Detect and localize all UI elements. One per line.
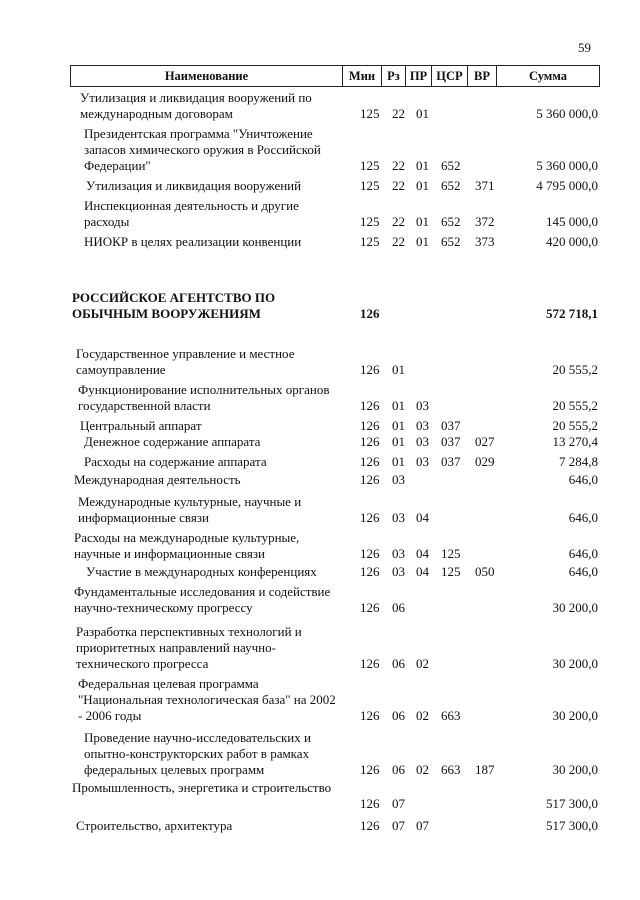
row-min: 126 (360, 656, 380, 671)
row-rz: 01 (392, 454, 405, 469)
row-pr: 07 (416, 818, 429, 833)
row-name: Утилизация и ликвидация вооружений (86, 178, 302, 193)
table-row (70, 198, 598, 230)
row-min: 125 (360, 106, 380, 121)
row-pr: 03 (416, 454, 429, 469)
row-sum: 30 200,0 (552, 708, 598, 723)
row-min: 126 (360, 762, 380, 777)
row-csr: 037 (441, 454, 461, 469)
row-sum: 30 200,0 (552, 656, 598, 671)
table-row (70, 346, 598, 378)
row-pr: 01 (416, 106, 429, 121)
row-vr: 373 (475, 234, 495, 249)
row-name: Проведение научно-исследовательских и опытно-конструкторских работ в рамках федеральных целевых программ (84, 730, 311, 777)
row-min: 125 (360, 178, 380, 193)
row-pr: 04 (416, 510, 429, 525)
row-vr: 371 (475, 178, 495, 193)
row-vr: 372 (475, 214, 495, 229)
table-row (70, 494, 598, 526)
row-rz: 01 (392, 362, 405, 377)
row-csr: 652 (441, 214, 461, 229)
table-row (70, 780, 598, 812)
row-name: Центральный аппарат (80, 418, 202, 433)
row-min: 126 (360, 362, 380, 377)
row-name: Участие в международных конференциях (86, 564, 317, 579)
row-rz: 22 (392, 106, 405, 121)
header-rz: Рз (382, 66, 406, 86)
row-pr: 01 (416, 158, 429, 173)
row-csr: 652 (441, 178, 461, 193)
row-rz: 06 (392, 762, 405, 777)
row-sum: 646,0 (568, 472, 598, 487)
row-name: Президентская программа "Уничтожение запасов химического оружия в Российской Федерации" (84, 126, 321, 173)
table-row (70, 90, 598, 122)
row-sum: 145 000,0 (546, 214, 598, 229)
row-pr: 03 (416, 418, 429, 433)
row-min: 126 (360, 434, 380, 449)
row-rz: 07 (392, 796, 405, 811)
table-row (70, 418, 598, 434)
row-csr: 037 (441, 418, 461, 433)
row-csr: 652 (441, 158, 461, 173)
row-vr: 050 (475, 564, 495, 579)
row-name: Утилизация и ликвидация вооружений по международным договорам (80, 90, 312, 121)
row-pr: 03 (416, 398, 429, 413)
row-csr: 125 (441, 546, 461, 561)
row-sum: 4 795 000,0 (536, 178, 598, 193)
row-sum: 646,0 (568, 564, 598, 579)
row-pr: 01 (416, 234, 429, 249)
row-sum: 20 555,2 (552, 398, 598, 413)
row-rz: 07 (392, 818, 405, 833)
table-row (70, 178, 598, 194)
table-row (70, 624, 598, 672)
header-pr: ПР (406, 66, 432, 86)
row-sum: 646,0 (568, 546, 598, 561)
row-csr: 663 (441, 708, 461, 723)
table-row (70, 676, 598, 724)
table-row (70, 584, 598, 616)
row-pr: 02 (416, 708, 429, 723)
row-min: 126 (360, 564, 380, 579)
row-rz: 22 (392, 158, 405, 173)
row-min: 126 (360, 600, 380, 615)
row-pr: 02 (416, 762, 429, 777)
row-name: Фундаментальные исследования и содействие научно-техническому прогрессу (74, 584, 331, 615)
row-name: Расходы на содержание аппарата (84, 454, 267, 469)
row-name: РОССИЙСКОЕ АГЕНТСТВО ПО ОБЫЧНЫМ ВООРУЖЕНИЯМ (72, 290, 276, 321)
row-rz: 03 (392, 546, 405, 561)
row-rz: 03 (392, 472, 405, 487)
row-csr: 663 (441, 762, 461, 777)
header-min: Мин (343, 66, 382, 86)
row-name: Денежное содержание аппарата (84, 434, 261, 449)
row-min: 126 (360, 418, 380, 433)
row-min: 126 (360, 454, 380, 469)
page-number: 59 (578, 40, 591, 55)
row-name: Функционирование исполнительных органов государственной власти (78, 382, 330, 413)
row-min: 126 (360, 306, 380, 321)
row-rz: 06 (392, 656, 405, 671)
row-min: 126 (360, 398, 380, 413)
table-row (70, 434, 598, 450)
table-row (70, 234, 598, 250)
row-rz: 03 (392, 564, 405, 579)
row-pr: 01 (416, 214, 429, 229)
row-name: Инспекционная деятельность и другие расходы (84, 198, 299, 229)
row-rz: 22 (392, 214, 405, 229)
row-sum: 20 555,2 (552, 362, 598, 377)
row-name: Расходы на международные культурные, научные и информационные связи (74, 530, 300, 561)
table-row (70, 818, 598, 834)
header-sum: Сумма (529, 68, 567, 83)
row-sum: 646,0 (568, 510, 598, 525)
header-vr: ВР (468, 66, 497, 86)
row-sum: 572 718,1 (546, 306, 598, 321)
row-csr: 125 (441, 564, 461, 579)
row-csr: 037 (441, 434, 461, 449)
table-header (70, 65, 600, 87)
header-name: Наименование (71, 66, 343, 86)
row-rz: 01 (392, 398, 405, 413)
row-min: 126 (360, 708, 380, 723)
row-sum: 517 300,0 (546, 818, 598, 833)
table-row (70, 564, 598, 580)
table-row (70, 382, 598, 414)
row-name: НИОКР в целях реализации конвенции (84, 234, 302, 249)
row-vr: 029 (475, 454, 495, 469)
row-rz: 03 (392, 510, 405, 525)
row-pr: 02 (416, 656, 429, 671)
row-sum: 5 360 000,0 (536, 106, 598, 121)
row-rz: 01 (392, 434, 405, 449)
table-row (70, 290, 598, 322)
row-pr: 03 (416, 434, 429, 449)
row-sum: 420 000,0 (546, 234, 598, 249)
row-sum: 20 555,2 (552, 418, 598, 433)
row-rz: 22 (392, 234, 405, 249)
row-sum: 7 284,8 (559, 454, 598, 469)
row-pr: 04 (416, 564, 429, 579)
table-row (70, 454, 598, 470)
row-min: 126 (360, 510, 380, 525)
row-vr: 187 (475, 762, 495, 777)
row-rz: 06 (392, 708, 405, 723)
row-min: 126 (360, 796, 380, 811)
row-vr: 027 (475, 434, 495, 449)
row-min: 126 (360, 472, 380, 487)
table-row (70, 530, 598, 562)
row-name: Промышленность, энергетика и строительство (72, 780, 332, 795)
row-name: Международная деятельность (74, 472, 241, 487)
row-name: Федеральная целевая программа "Национальная технологическая база" на 2002 - 2006 годы (78, 676, 336, 723)
row-pr: 04 (416, 546, 429, 561)
row-name: Строительство, архитектура (76, 818, 233, 833)
row-sum: 30 200,0 (552, 762, 598, 777)
row-min: 125 (360, 234, 380, 249)
row-sum: 517 300,0 (546, 796, 598, 811)
table-row (70, 730, 598, 778)
row-rz: 06 (392, 600, 405, 615)
row-sum: 13 270,4 (552, 434, 598, 449)
row-name: Государственное управление и местное самоуправление (76, 346, 295, 377)
table-row (70, 472, 598, 488)
row-name: Разработка перспективных технологий и приоритетных направлений научно-технического прогресса (76, 624, 302, 671)
row-rz: 01 (392, 418, 405, 433)
row-min: 125 (360, 214, 380, 229)
row-min: 126 (360, 546, 380, 561)
row-min: 126 (360, 818, 380, 833)
table-row (70, 126, 598, 174)
row-sum: 30 200,0 (552, 600, 598, 615)
row-rz: 22 (392, 178, 405, 193)
row-pr: 01 (416, 178, 429, 193)
row-sum: 5 360 000,0 (536, 158, 598, 173)
row-name: Международные культурные, научные и информационные связи (78, 494, 302, 525)
row-min: 125 (360, 158, 380, 173)
header-csr: ЦСР (432, 66, 468, 86)
row-csr: 652 (441, 234, 461, 249)
